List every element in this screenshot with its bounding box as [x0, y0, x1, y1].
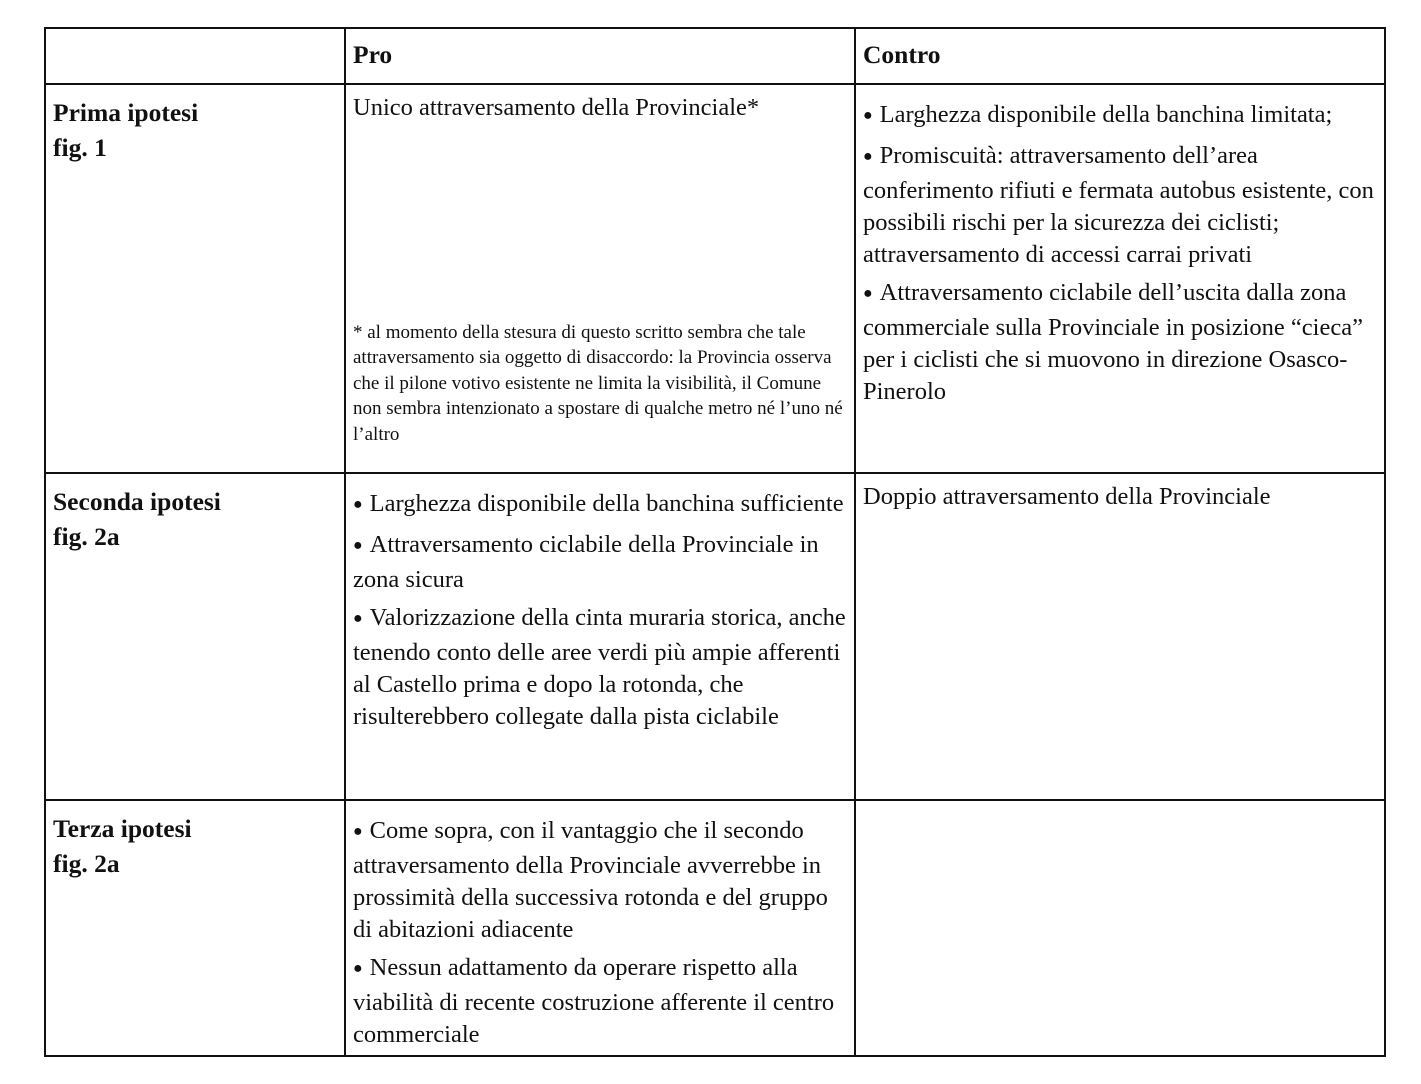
- header-cell-empty: [45, 28, 345, 84]
- row-label-cell: [45, 84, 345, 473]
- header-row: [45, 28, 1385, 84]
- row-label-title: Terza ipotesi: [53, 814, 192, 843]
- pro-text: Unico attraversamento della Provinciale*: [353, 94, 760, 121]
- table-row-seconda: [45, 473, 1385, 800]
- bullet-item: ● Promiscuità: attraversamento dell’area conferimento rifiuti e fermata autobus esistente, con possibili rischi per la sicurezza dei ciclisti; attraversamento di accessi carrai privati: [863, 142, 1374, 268]
- footnote: * al momento della stesura di questo scritto sembra che tale attraversamento sia oggetto di disaccordo: la Provincia osserva che il pilone votivo esistente ne limita la visibilità, il Comune non sembra intenzionato a spostare di qualche metro né l’uno né l’altro: [353, 321, 843, 445]
- bullet-icon: ●: [353, 823, 363, 840]
- table-row-terza: [45, 800, 1385, 1056]
- bullet-icon: ●: [863, 148, 873, 165]
- row-label-figure: fig. 2a: [53, 522, 120, 551]
- pros-cons-table: [44, 27, 1386, 1057]
- header-cell-contro: [855, 28, 1385, 84]
- table-row-prima: [45, 84, 1385, 473]
- pro-cell: [345, 473, 855, 800]
- row-label-title: Prima ipotesi: [53, 98, 199, 127]
- contro-cell: [855, 473, 1385, 800]
- row-label-cell: [45, 473, 345, 800]
- bullet-icon: ●: [353, 960, 363, 977]
- pro-cell: [345, 800, 855, 1056]
- contro-text: Doppio attraversamento della Provinciale: [863, 483, 1271, 510]
- bullet-item: ● Valorizzazione della cinta muraria storica, anche tenendo conto delle aree verdi più ampie afferenti al Castello prima e dopo la rotonda, che risulterebbero collegate dalla pista ciclabile: [353, 604, 846, 730]
- bullet-icon: ●: [353, 610, 363, 627]
- row-label-figure: fig. 2a: [53, 849, 120, 878]
- contro-cell: [855, 84, 1385, 473]
- bullet-item: ● Come sopra, con il vantaggio che il secondo attraversamento della Provinciale avverrebbe in prossimità della successiva rotonda e del gruppo di abitazioni adiacente: [353, 817, 828, 943]
- pro-cell: [345, 84, 855, 473]
- bullet-item: ● Larghezza disponibile della banchina sufficiente: [353, 490, 844, 517]
- row-label-title: Seconda ipotesi: [53, 487, 221, 516]
- bullet-icon: ●: [353, 537, 363, 554]
- bullet-item: ● Attraversamento ciclabile dell’uscita dalla zona commerciale sulla Provinciale in posizione “cieca” per i ciclisti che si muovono in direzione Osasco-Pinerolo: [863, 279, 1363, 405]
- header-cell-pro: [345, 28, 855, 84]
- bullet-item: ● Larghezza disponibile della banchina limitata;: [863, 101, 1333, 128]
- row-label-figure: fig. 1: [53, 133, 107, 162]
- bullet-icon: ●: [863, 285, 873, 302]
- bullet-icon: ●: [353, 496, 363, 513]
- row-label-cell: [45, 800, 345, 1056]
- bullet-item: ● Nessun adattamento da operare rispetto alla viabilità di recente costruzione afferente il centro commerciale: [353, 954, 835, 1048]
- contro-cell-empty: [855, 800, 1385, 1056]
- bullet-item: ● Attraversamento ciclabile della Provinciale in zona sicura: [353, 531, 819, 593]
- header-pro: Pro: [353, 40, 393, 69]
- header-contro: Contro: [863, 40, 941, 69]
- bullet-icon: ●: [863, 107, 873, 124]
